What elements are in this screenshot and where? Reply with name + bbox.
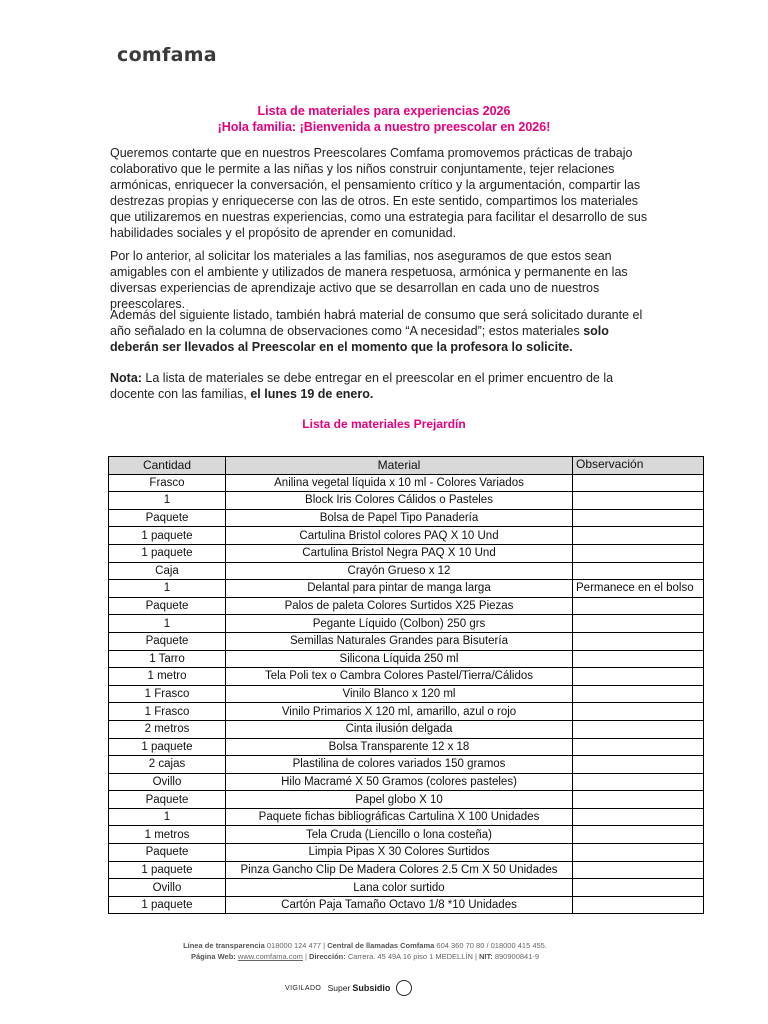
cell-material: Hilo Macramé X 50 Gramos (colores pasteles) [226, 773, 573, 791]
cell-observacion [573, 492, 704, 510]
cell-observacion [573, 544, 704, 562]
cell-material: Semillas Naturales Grandes para Bisutería [226, 632, 573, 650]
table-row [109, 738, 704, 756]
table-row [109, 580, 704, 598]
table-row [109, 474, 704, 492]
cell-cantidad: Caja [109, 562, 226, 580]
cell-cantidad: 2 cajas [109, 756, 226, 774]
cell-cantidad: Paquete [109, 632, 226, 650]
table-row [109, 791, 704, 809]
cell-cantidad: Paquete [109, 791, 226, 809]
table-row [109, 808, 704, 826]
cell-cantidad: 1 [109, 808, 226, 826]
cell-material: Tela Cruda (Liencillo o lona costeña) [226, 826, 573, 844]
table-row [109, 650, 704, 668]
intro-paragraph: Queremos contarte que en nuestros Preescolares Comfama promovemos prácticas de trabajo colaborativo que le permite a las niñas y los niños construir conjuntamente, tejer relaciones armónicas, enriquecer la conversación, el pensamiento crítico y la argumentación, compartir las destrezas propias y enriquecerse con las de otros. En este sentido, compartimos los materiales que utilizaremos en nuestras experiencias, como una estrategia para facilitar el desarrollo de sus habilidades sociales y el propósito de aprender en comunidad. [110, 146, 648, 240]
cell-observacion [573, 879, 704, 897]
cell-cantidad: 1 metros [109, 826, 226, 844]
cell-material: Tela Poli tex o Cambra Colores Pastel/Tierra/Cálidos [226, 668, 573, 686]
document-title: Lista de materiales para experiencias 2026 [257, 104, 511, 118]
second-paragraph: Por lo anterior, al solicitar los materiales a las familias, nos aseguramos de que estos sean amigables con el ambiente y utilizados de manera respetuosa, armónica y permanente en las diversas experiencias de aprendizaje activo que se desarrollan en cada uno de nuestros preescolares. [110, 249, 628, 311]
header-material: Material [226, 457, 573, 475]
cell-cantidad: 1 metro [109, 668, 226, 686]
cell-material: Cinta ilusión delgada [226, 720, 573, 738]
cell-observacion [573, 685, 704, 703]
cell-material: Limpia Pipas X 30 Colores Surtidos [226, 844, 573, 862]
cell-observacion [573, 756, 704, 774]
table-row [109, 879, 704, 897]
cell-material: Cartón Paja Tamaño Octavo 1/8 *10 Unidades [226, 896, 573, 914]
website-link[interactable]: www.comfama.com [237, 952, 303, 961]
cell-cantidad: 1 Frasco [109, 685, 226, 703]
table-row [109, 527, 704, 545]
cell-material: Cartulina Bristol Negra PAQ X 10 Und [226, 544, 573, 562]
cell-observacion [573, 896, 704, 914]
table-row [109, 509, 704, 527]
cell-observacion [573, 738, 704, 756]
cell-material: Plastilina de colores variados 150 gramos [226, 756, 573, 774]
cell-cantidad: Paquete [109, 597, 226, 615]
table-row [109, 826, 704, 844]
cell-material: Pegante Líquido (Colbon) 250 grs [226, 615, 573, 633]
cell-observacion [573, 703, 704, 721]
cell-observacion [573, 773, 704, 791]
cell-material: Cartulina Bristol colores PAQ X 10 Und [226, 527, 573, 545]
cell-cantidad: 1 paquete [109, 527, 226, 545]
cell-observacion [573, 650, 704, 668]
cell-observacion [573, 791, 704, 809]
cell-material: Bolsa de Papel Tipo Panadería [226, 509, 573, 527]
table-row [109, 632, 704, 650]
table-row [109, 492, 704, 510]
table-row [109, 773, 704, 791]
cell-cantidad: Ovillo [109, 879, 226, 897]
table-row [109, 861, 704, 879]
cell-observacion [573, 562, 704, 580]
third-paragraph: Además del siguiente listado, también habrá material de consumo que será solicitado durante el año señalado en la columna de observaciones como “A necesidad”; estos materiales solo deberán ser llevados al Preescolar en el momento que la profesora lo solicite. [110, 308, 643, 354]
cell-cantidad: 1 Frasco [109, 703, 226, 721]
cell-cantidad: 1 Tarro [109, 650, 226, 668]
cell-material: Lana color surtido [226, 879, 573, 897]
table-row [109, 544, 704, 562]
cell-observacion [573, 861, 704, 879]
cell-observacion [573, 720, 704, 738]
header-observacion: Observación [573, 457, 704, 475]
cell-observacion [573, 474, 704, 492]
cell-cantidad: 1 [109, 580, 226, 598]
cell-observacion [573, 632, 704, 650]
header-cantidad: Cantidad [109, 457, 226, 475]
cell-observacion [573, 668, 704, 686]
cell-material: Pinza Gancho Clip De Madera Colores 2.5 Cm X 50 Unidades [226, 861, 573, 879]
cell-cantidad: 1 paquete [109, 544, 226, 562]
table-row [109, 597, 704, 615]
table-row [109, 896, 704, 914]
cell-material: Vinilo Blanco x 120 ml [226, 685, 573, 703]
cell-material: Papel globo X 10 [226, 791, 573, 809]
cell-observacion [573, 509, 704, 527]
table-row [109, 703, 704, 721]
document-subtitle: ¡Hola familia: ¡Bienvenida a nuestro preescolar en 2026! [217, 120, 551, 134]
table-row [109, 844, 704, 862]
cell-material: Delantal para pintar de manga larga [226, 580, 573, 598]
table-row [109, 562, 704, 580]
cell-observacion [573, 844, 704, 862]
cell-observacion [573, 615, 704, 633]
note-paragraph: Nota: La lista de materiales se debe entregar en el preescolar en el primer encuentro de la docente con las familias, el lunes 19 de enero. [110, 371, 614, 401]
cell-material: Palos de paleta Colores Surtidos X25 Piezas [226, 597, 573, 615]
comfama-logo: comfama [117, 44, 217, 66]
cell-cantidad: Ovillo [109, 773, 226, 791]
table-row [109, 685, 704, 703]
supersubsidio-icon [396, 980, 412, 996]
table-header-row [109, 457, 704, 475]
cell-material: Anilina vegetal líquida x 10 ml - Colores Variados [226, 474, 573, 492]
cell-observacion [573, 527, 704, 545]
footer-address-line: Página Web: www.comfama.com | Dirección: Carrera. 45 49A 16 piso 1 MEDELLÍN | NIT: 890900841-9 [190, 952, 540, 961]
table-title: Lista de materiales Prejardín [302, 417, 466, 431]
cell-cantidad: Frasco [109, 474, 226, 492]
cell-observacion [573, 597, 704, 615]
materials-table [108, 456, 704, 914]
cell-observacion [573, 826, 704, 844]
cell-observacion: Permanece en el bolso [573, 580, 704, 598]
cell-cantidad: 2 metros [109, 720, 226, 738]
cell-material: Block Iris Colores Cálidos o Pasteles [226, 492, 573, 510]
cell-cantidad: 1 paquete [109, 738, 226, 756]
table-row [109, 668, 704, 686]
cell-material: Silicona Líquida 250 ml [226, 650, 573, 668]
cell-cantidad: Paquete [109, 844, 226, 862]
cell-cantidad: 1 [109, 492, 226, 510]
cell-cantidad: 1 paquete [109, 861, 226, 879]
cell-material: Vinilo Primarios X 120 ml, amarillo, azul o rojo [226, 703, 573, 721]
cell-cantidad: Paquete [109, 509, 226, 527]
table-row [109, 720, 704, 738]
vigilado-supersubsidio-logo: VIGILADO Super Subsidio [285, 980, 412, 996]
cell-material: Paquete fichas bibliográficas Cartulina X 100 Unidades [226, 808, 573, 826]
cell-cantidad: 1 paquete [109, 896, 226, 914]
table-row [109, 756, 704, 774]
table-row [109, 615, 704, 633]
footer-contact-line: Línea de transparencia 018000 124 477 | Central de llamadas Comfama 604 360 70 80 / 018000 415 455. [183, 941, 547, 950]
cell-material: Crayón Grueso x 12 [226, 562, 573, 580]
cell-observacion [573, 808, 704, 826]
cell-cantidad: 1 [109, 615, 226, 633]
cell-material: Bolsa Transparente 12 x 18 [226, 738, 573, 756]
